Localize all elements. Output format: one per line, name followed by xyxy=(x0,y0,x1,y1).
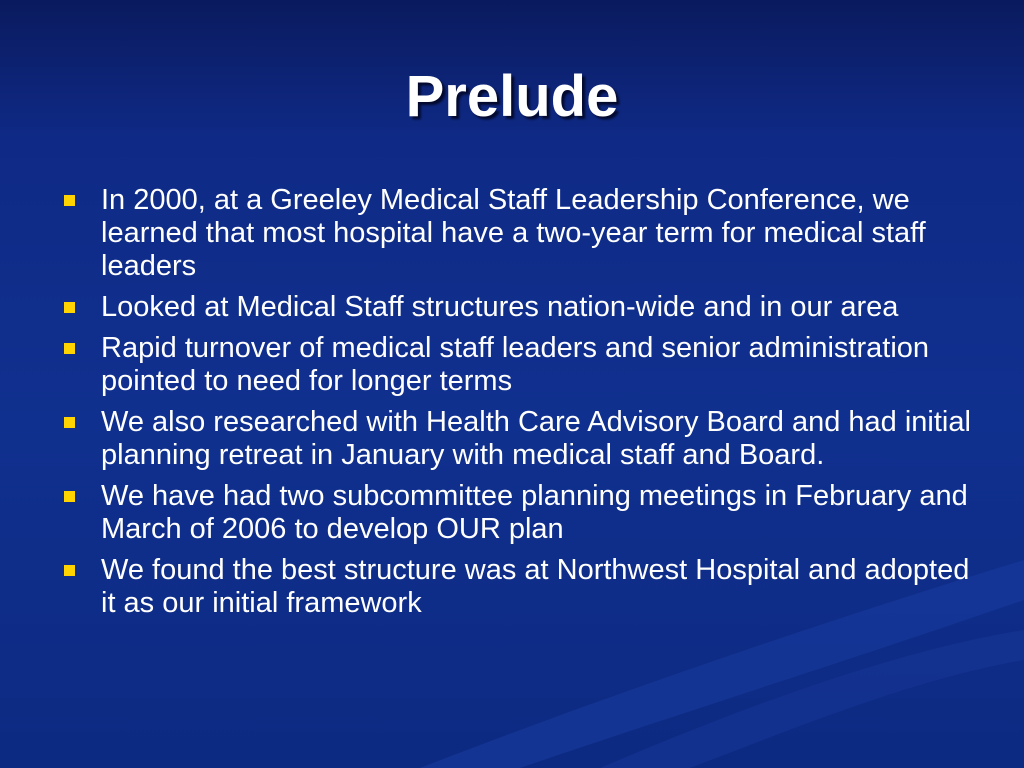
square-bullet-icon xyxy=(64,491,75,502)
slide-title: Prelude xyxy=(405,64,619,129)
bullet-item xyxy=(60,291,975,324)
bullet-item xyxy=(60,554,975,620)
square-bullet-icon xyxy=(64,343,75,354)
bullet-text: Looked at Medical Staff structures nation-wide and in our area xyxy=(101,291,899,323)
square-bullet-icon xyxy=(64,195,75,206)
bullet-item xyxy=(60,480,975,546)
bullet-text: We also researched with Health Care Advisory Board and had initial planning retreat in January with medical staff and Board. xyxy=(101,406,971,471)
bullet-list xyxy=(60,184,975,628)
bullet-text: We found the best structure was at Northwest Hospital and adopted it as our initial framework xyxy=(101,554,970,619)
square-bullet-icon xyxy=(64,417,75,428)
square-bullet-icon xyxy=(64,565,75,576)
bullet-text: We have had two subcommittee planning meetings in February and March of 2006 to develop OUR plan xyxy=(101,480,968,545)
bullet-item xyxy=(60,184,975,283)
bullet-text: Rapid turnover of medical staff leaders and senior administration pointed to need for longer terms xyxy=(101,332,930,397)
bullet-text: In 2000, at a Greeley Medical Staff Leadership Conference, we learned that most hospital have a two-year term for medical staff leaders xyxy=(101,184,926,282)
bullet-item xyxy=(60,332,975,398)
square-bullet-icon xyxy=(64,302,75,313)
bullet-item xyxy=(60,406,975,472)
